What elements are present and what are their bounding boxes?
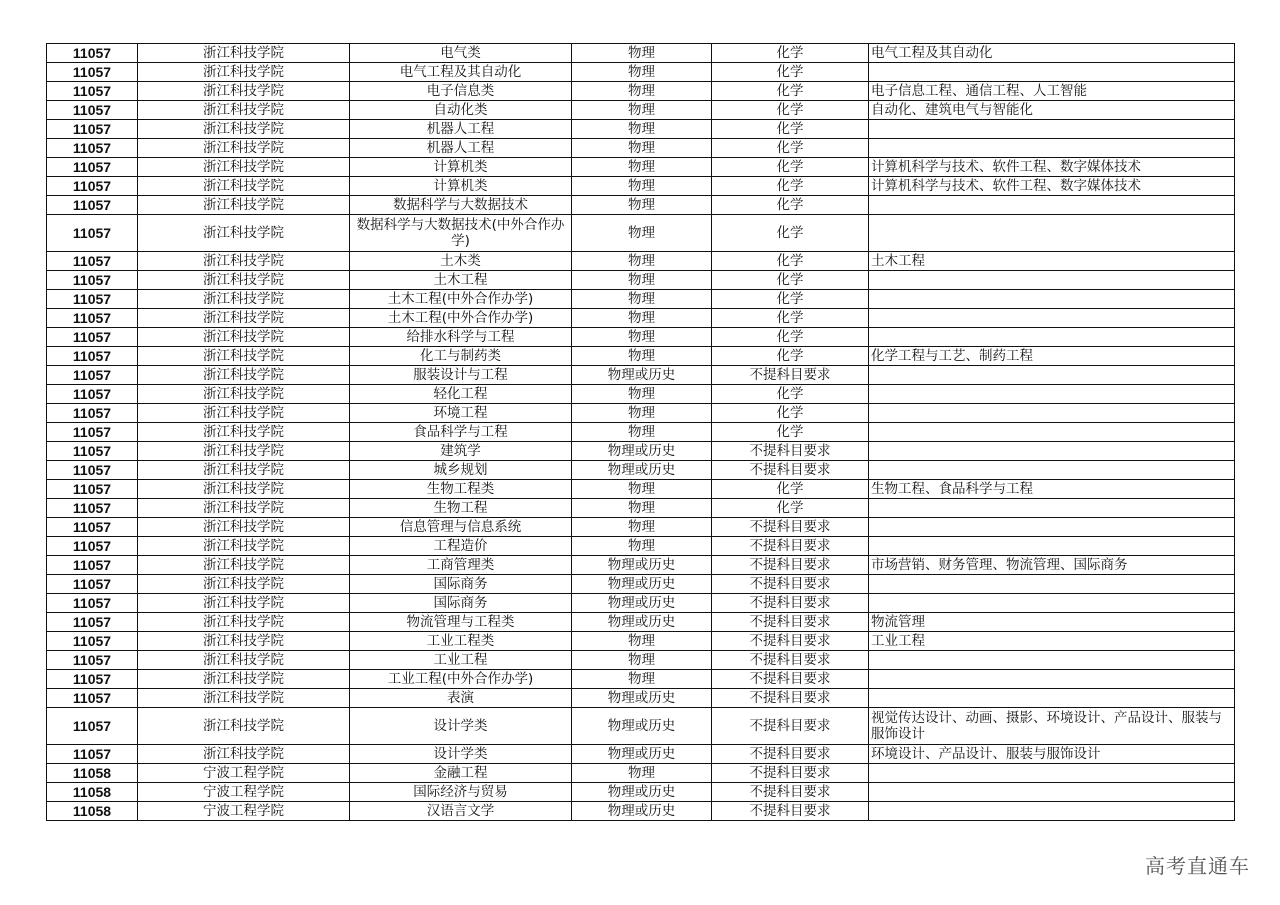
school-code-cell: 11057 bbox=[47, 518, 138, 537]
table-row bbox=[47, 290, 1235, 309]
school-name-cell: 浙江科技学院 bbox=[138, 594, 350, 613]
school-name-cell: 浙江科技学院 bbox=[138, 252, 350, 271]
school-name-cell: 浙江科技学院 bbox=[138, 120, 350, 139]
table-row bbox=[47, 63, 1235, 82]
table-row bbox=[47, 575, 1235, 594]
second-subject-cell: 不提科目要求 bbox=[712, 442, 869, 461]
school-name-cell: 浙江科技学院 bbox=[138, 139, 350, 158]
major-cell: 化工与制药类 bbox=[350, 347, 572, 366]
admission-table bbox=[46, 43, 1235, 821]
first-subject-cell: 物理或历史 bbox=[572, 556, 712, 575]
second-subject-cell: 化学 bbox=[712, 158, 869, 177]
school-name-cell: 浙江科技学院 bbox=[138, 423, 350, 442]
second-subject-cell: 不提科目要求 bbox=[712, 461, 869, 480]
table-body bbox=[47, 44, 1235, 821]
school-name-cell: 浙江科技学院 bbox=[138, 385, 350, 404]
major-cell: 工业工程(中外合作办学) bbox=[350, 670, 572, 689]
second-subject-cell: 化学 bbox=[712, 290, 869, 309]
first-subject-cell: 物理 bbox=[572, 423, 712, 442]
major-cell: 建筑学 bbox=[350, 442, 572, 461]
school-name-cell: 浙江科技学院 bbox=[138, 44, 350, 63]
school-name-cell: 宁波工程学院 bbox=[138, 783, 350, 802]
table-row bbox=[47, 101, 1235, 120]
major-cell: 表演 bbox=[350, 689, 572, 708]
table-row bbox=[47, 404, 1235, 423]
table-row bbox=[47, 139, 1235, 158]
major-cell: 电气类 bbox=[350, 44, 572, 63]
included-majors-cell: 环境设计、产品设计、服装与服饰设计 bbox=[869, 745, 1235, 764]
table-row bbox=[47, 594, 1235, 613]
first-subject-cell: 物理 bbox=[572, 215, 712, 252]
included-majors-cell bbox=[869, 764, 1235, 783]
included-majors-cell bbox=[869, 366, 1235, 385]
school-code-cell: 11057 bbox=[47, 82, 138, 101]
school-code-cell: 11058 bbox=[47, 783, 138, 802]
table-row bbox=[47, 518, 1235, 537]
first-subject-cell: 物理 bbox=[572, 252, 712, 271]
second-subject-cell: 不提科目要求 bbox=[712, 632, 869, 651]
table-row bbox=[47, 423, 1235, 442]
included-majors-cell bbox=[869, 461, 1235, 480]
table-row bbox=[47, 252, 1235, 271]
major-cell: 土木类 bbox=[350, 252, 572, 271]
school-code-cell: 11057 bbox=[47, 461, 138, 480]
school-name-cell: 宁波工程学院 bbox=[138, 764, 350, 783]
first-subject-cell: 物理 bbox=[572, 44, 712, 63]
table-row bbox=[47, 689, 1235, 708]
school-code-cell: 11058 bbox=[47, 764, 138, 783]
major-cell: 国际商务 bbox=[350, 575, 572, 594]
major-cell: 计算机类 bbox=[350, 158, 572, 177]
major-cell: 工业工程类 bbox=[350, 632, 572, 651]
first-subject-cell: 物理或历史 bbox=[572, 745, 712, 764]
table-row bbox=[47, 442, 1235, 461]
table-row bbox=[47, 764, 1235, 783]
table-row bbox=[47, 44, 1235, 63]
second-subject-cell: 不提科目要求 bbox=[712, 802, 869, 821]
school-name-cell: 浙江科技学院 bbox=[138, 689, 350, 708]
school-name-cell: 浙江科技学院 bbox=[138, 196, 350, 215]
second-subject-cell: 不提科目要求 bbox=[712, 518, 869, 537]
second-subject-cell: 化学 bbox=[712, 82, 869, 101]
first-subject-cell: 物理或历史 bbox=[572, 689, 712, 708]
major-cell: 汉语言文学 bbox=[350, 802, 572, 821]
included-majors-cell bbox=[869, 196, 1235, 215]
second-subject-cell: 不提科目要求 bbox=[712, 537, 869, 556]
second-subject-cell: 不提科目要求 bbox=[712, 745, 869, 764]
school-name-cell: 浙江科技学院 bbox=[138, 442, 350, 461]
first-subject-cell: 物理或历史 bbox=[572, 442, 712, 461]
first-subject-cell: 物理 bbox=[572, 101, 712, 120]
second-subject-cell: 不提科目要求 bbox=[712, 764, 869, 783]
included-majors-cell bbox=[869, 537, 1235, 556]
school-name-cell: 宁波工程学院 bbox=[138, 802, 350, 821]
second-subject-cell: 化学 bbox=[712, 63, 869, 82]
school-code-cell: 11057 bbox=[47, 745, 138, 764]
table-row bbox=[47, 499, 1235, 518]
school-name-cell: 浙江科技学院 bbox=[138, 366, 350, 385]
school-code-cell: 11057 bbox=[47, 594, 138, 613]
major-cell: 设计学类 bbox=[350, 708, 572, 745]
included-majors-cell bbox=[869, 328, 1235, 347]
school-code-cell: 11057 bbox=[47, 480, 138, 499]
included-majors-cell bbox=[869, 783, 1235, 802]
second-subject-cell: 化学 bbox=[712, 347, 869, 366]
first-subject-cell: 物理 bbox=[572, 480, 712, 499]
major-cell: 轻化工程 bbox=[350, 385, 572, 404]
second-subject-cell: 不提科目要求 bbox=[712, 613, 869, 632]
school-code-cell: 11057 bbox=[47, 120, 138, 139]
school-name-cell: 浙江科技学院 bbox=[138, 158, 350, 177]
first-subject-cell: 物理 bbox=[572, 196, 712, 215]
school-name-cell: 浙江科技学院 bbox=[138, 309, 350, 328]
first-subject-cell: 物理 bbox=[572, 328, 712, 347]
first-subject-cell: 物理或历史 bbox=[572, 594, 712, 613]
included-majors-cell: 土木工程 bbox=[869, 252, 1235, 271]
first-subject-cell: 物理 bbox=[572, 309, 712, 328]
school-code-cell: 11057 bbox=[47, 158, 138, 177]
first-subject-cell: 物理或历史 bbox=[572, 461, 712, 480]
school-name-cell: 浙江科技学院 bbox=[138, 480, 350, 499]
second-subject-cell: 化学 bbox=[712, 101, 869, 120]
first-subject-cell: 物理 bbox=[572, 404, 712, 423]
first-subject-cell: 物理 bbox=[572, 385, 712, 404]
school-name-cell: 浙江科技学院 bbox=[138, 537, 350, 556]
school-name-cell: 浙江科技学院 bbox=[138, 613, 350, 632]
second-subject-cell: 化学 bbox=[712, 480, 869, 499]
included-majors-cell: 计算机科学与技术、软件工程、数字媒体技术 bbox=[869, 177, 1235, 196]
school-code-cell: 11057 bbox=[47, 442, 138, 461]
table-row bbox=[47, 708, 1235, 745]
first-subject-cell: 物理 bbox=[572, 499, 712, 518]
school-name-cell: 浙江科技学院 bbox=[138, 82, 350, 101]
second-subject-cell: 化学 bbox=[712, 252, 869, 271]
second-subject-cell: 不提科目要求 bbox=[712, 670, 869, 689]
school-name-cell: 浙江科技学院 bbox=[138, 499, 350, 518]
second-subject-cell: 化学 bbox=[712, 215, 869, 252]
major-cell: 信息管理与信息系统 bbox=[350, 518, 572, 537]
second-subject-cell: 化学 bbox=[712, 309, 869, 328]
included-majors-cell: 电子信息工程、通信工程、人工智能 bbox=[869, 82, 1235, 101]
school-code-cell: 11057 bbox=[47, 215, 138, 252]
included-majors-cell bbox=[869, 423, 1235, 442]
first-subject-cell: 物理或历史 bbox=[572, 575, 712, 594]
school-code-cell: 11057 bbox=[47, 404, 138, 423]
second-subject-cell: 化学 bbox=[712, 44, 869, 63]
school-name-cell: 浙江科技学院 bbox=[138, 461, 350, 480]
included-majors-cell bbox=[869, 309, 1235, 328]
table-row bbox=[47, 347, 1235, 366]
second-subject-cell: 化学 bbox=[712, 271, 869, 290]
table-row bbox=[47, 613, 1235, 632]
major-cell: 生物工程类 bbox=[350, 480, 572, 499]
school-code-cell: 11057 bbox=[47, 177, 138, 196]
included-majors-cell bbox=[869, 404, 1235, 423]
major-cell: 城乡规划 bbox=[350, 461, 572, 480]
table-row bbox=[47, 783, 1235, 802]
second-subject-cell: 不提科目要求 bbox=[712, 708, 869, 745]
school-name-cell: 浙江科技学院 bbox=[138, 575, 350, 594]
first-subject-cell: 物理 bbox=[572, 764, 712, 783]
first-subject-cell: 物理 bbox=[572, 537, 712, 556]
included-majors-cell bbox=[869, 689, 1235, 708]
school-code-cell: 11057 bbox=[47, 252, 138, 271]
included-majors-cell: 自动化、建筑电气与智能化 bbox=[869, 101, 1235, 120]
included-majors-cell bbox=[869, 139, 1235, 158]
major-cell: 给排水科学与工程 bbox=[350, 328, 572, 347]
table-row bbox=[47, 385, 1235, 404]
included-majors-cell: 生物工程、食品科学与工程 bbox=[869, 480, 1235, 499]
table-row bbox=[47, 556, 1235, 575]
included-majors-cell: 化学工程与工艺、制药工程 bbox=[869, 347, 1235, 366]
second-subject-cell: 不提科目要求 bbox=[712, 556, 869, 575]
table-row bbox=[47, 461, 1235, 480]
school-name-cell: 浙江科技学院 bbox=[138, 290, 350, 309]
included-majors-cell bbox=[869, 442, 1235, 461]
school-name-cell: 浙江科技学院 bbox=[138, 404, 350, 423]
school-name-cell: 浙江科技学院 bbox=[138, 651, 350, 670]
major-cell: 电子信息类 bbox=[350, 82, 572, 101]
major-cell: 金融工程 bbox=[350, 764, 572, 783]
included-majors-cell: 视觉传达设计、动画、摄影、环境设计、产品设计、服装与服饰设计 bbox=[869, 708, 1235, 745]
school-code-cell: 11057 bbox=[47, 366, 138, 385]
school-name-cell: 浙江科技学院 bbox=[138, 328, 350, 347]
first-subject-cell: 物理 bbox=[572, 82, 712, 101]
major-cell: 机器人工程 bbox=[350, 120, 572, 139]
table-row bbox=[47, 670, 1235, 689]
first-subject-cell: 物理 bbox=[572, 670, 712, 689]
major-cell: 工商管理类 bbox=[350, 556, 572, 575]
included-majors-cell bbox=[869, 290, 1235, 309]
table-row bbox=[47, 120, 1235, 139]
included-majors-cell bbox=[869, 575, 1235, 594]
major-cell: 土木工程(中外合作办学) bbox=[350, 309, 572, 328]
school-code-cell: 11058 bbox=[47, 802, 138, 821]
major-cell: 电气工程及其自动化 bbox=[350, 63, 572, 82]
table-row bbox=[47, 82, 1235, 101]
school-code-cell: 11057 bbox=[47, 101, 138, 120]
major-cell: 自动化类 bbox=[350, 101, 572, 120]
second-subject-cell: 化学 bbox=[712, 120, 869, 139]
second-subject-cell: 不提科目要求 bbox=[712, 783, 869, 802]
included-majors-cell bbox=[869, 594, 1235, 613]
included-majors-cell bbox=[869, 63, 1235, 82]
school-name-cell: 浙江科技学院 bbox=[138, 215, 350, 252]
school-code-cell: 11057 bbox=[47, 632, 138, 651]
major-cell: 服装设计与工程 bbox=[350, 366, 572, 385]
school-code-cell: 11057 bbox=[47, 63, 138, 82]
included-majors-cell: 工业工程 bbox=[869, 632, 1235, 651]
first-subject-cell: 物理 bbox=[572, 158, 712, 177]
table-row bbox=[47, 328, 1235, 347]
school-code-cell: 11057 bbox=[47, 499, 138, 518]
table-row bbox=[47, 745, 1235, 764]
school-code-cell: 11057 bbox=[47, 670, 138, 689]
school-code-cell: 11057 bbox=[47, 537, 138, 556]
first-subject-cell: 物理 bbox=[572, 347, 712, 366]
major-cell: 工业工程 bbox=[350, 651, 572, 670]
table-row bbox=[47, 632, 1235, 651]
second-subject-cell: 化学 bbox=[712, 177, 869, 196]
table-row bbox=[47, 802, 1235, 821]
school-code-cell: 11057 bbox=[47, 290, 138, 309]
school-code-cell: 11057 bbox=[47, 44, 138, 63]
second-subject-cell: 化学 bbox=[712, 328, 869, 347]
major-cell: 物流管理与工程类 bbox=[350, 613, 572, 632]
second-subject-cell: 化学 bbox=[712, 385, 869, 404]
watermark: 高考直通车 bbox=[1145, 854, 1250, 878]
major-cell: 国际经济与贸易 bbox=[350, 783, 572, 802]
second-subject-cell: 化学 bbox=[712, 196, 869, 215]
second-subject-cell: 化学 bbox=[712, 404, 869, 423]
first-subject-cell: 物理 bbox=[572, 139, 712, 158]
first-subject-cell: 物理 bbox=[572, 632, 712, 651]
included-majors-cell: 电气工程及其自动化 bbox=[869, 44, 1235, 63]
included-majors-cell: 计算机科学与技术、软件工程、数字媒体技术 bbox=[869, 158, 1235, 177]
table-row bbox=[47, 366, 1235, 385]
school-name-cell: 浙江科技学院 bbox=[138, 745, 350, 764]
school-name-cell: 浙江科技学院 bbox=[138, 632, 350, 651]
first-subject-cell: 物理 bbox=[572, 120, 712, 139]
school-name-cell: 浙江科技学院 bbox=[138, 556, 350, 575]
major-cell: 数据科学与大数据技术 bbox=[350, 196, 572, 215]
second-subject-cell: 化学 bbox=[712, 139, 869, 158]
major-cell: 机器人工程 bbox=[350, 139, 572, 158]
table-row bbox=[47, 196, 1235, 215]
school-code-cell: 11057 bbox=[47, 347, 138, 366]
major-cell: 土木工程(中外合作办学) bbox=[350, 290, 572, 309]
school-code-cell: 11057 bbox=[47, 423, 138, 442]
table-row bbox=[47, 480, 1235, 499]
first-subject-cell: 物理 bbox=[572, 177, 712, 196]
first-subject-cell: 物理 bbox=[572, 271, 712, 290]
school-code-cell: 11057 bbox=[47, 385, 138, 404]
school-name-cell: 浙江科技学院 bbox=[138, 347, 350, 366]
included-majors-cell bbox=[869, 385, 1235, 404]
table-row bbox=[47, 158, 1235, 177]
table-row bbox=[47, 271, 1235, 290]
major-cell: 国际商务 bbox=[350, 594, 572, 613]
second-subject-cell: 不提科目要求 bbox=[712, 651, 869, 670]
school-name-cell: 浙江科技学院 bbox=[138, 101, 350, 120]
major-cell: 设计学类 bbox=[350, 745, 572, 764]
major-cell: 数据科学与大数据技术(中外合作办学) bbox=[350, 215, 572, 252]
table-row bbox=[47, 651, 1235, 670]
school-name-cell: 浙江科技学院 bbox=[138, 708, 350, 745]
major-cell: 食品科学与工程 bbox=[350, 423, 572, 442]
table-row bbox=[47, 215, 1235, 252]
school-code-cell: 11057 bbox=[47, 575, 138, 594]
second-subject-cell: 不提科目要求 bbox=[712, 575, 869, 594]
second-subject-cell: 不提科目要求 bbox=[712, 689, 869, 708]
first-subject-cell: 物理或历史 bbox=[572, 802, 712, 821]
school-code-cell: 11057 bbox=[47, 328, 138, 347]
school-name-cell: 浙江科技学院 bbox=[138, 177, 350, 196]
included-majors-cell bbox=[869, 271, 1235, 290]
major-cell: 工程造价 bbox=[350, 537, 572, 556]
table-row bbox=[47, 537, 1235, 556]
second-subject-cell: 不提科目要求 bbox=[712, 366, 869, 385]
school-code-cell: 11057 bbox=[47, 139, 138, 158]
first-subject-cell: 物理 bbox=[572, 63, 712, 82]
major-cell: 环境工程 bbox=[350, 404, 572, 423]
second-subject-cell: 化学 bbox=[712, 423, 869, 442]
included-majors-cell bbox=[869, 802, 1235, 821]
school-name-cell: 浙江科技学院 bbox=[138, 63, 350, 82]
included-majors-cell bbox=[869, 215, 1235, 252]
included-majors-cell: 市场营销、财务管理、物流管理、国际商务 bbox=[869, 556, 1235, 575]
included-majors-cell bbox=[869, 518, 1235, 537]
first-subject-cell: 物理或历史 bbox=[572, 366, 712, 385]
included-majors-cell bbox=[869, 120, 1235, 139]
major-cell: 计算机类 bbox=[350, 177, 572, 196]
school-code-cell: 11057 bbox=[47, 196, 138, 215]
school-code-cell: 11057 bbox=[47, 651, 138, 670]
first-subject-cell: 物理 bbox=[572, 290, 712, 309]
second-subject-cell: 不提科目要求 bbox=[712, 594, 869, 613]
first-subject-cell: 物理 bbox=[572, 518, 712, 537]
second-subject-cell: 化学 bbox=[712, 499, 869, 518]
school-code-cell: 11057 bbox=[47, 556, 138, 575]
school-name-cell: 浙江科技学院 bbox=[138, 518, 350, 537]
school-name-cell: 浙江科技学院 bbox=[138, 271, 350, 290]
included-majors-cell bbox=[869, 499, 1235, 518]
school-code-cell: 11057 bbox=[47, 708, 138, 745]
school-code-cell: 11057 bbox=[47, 613, 138, 632]
table-row bbox=[47, 309, 1235, 328]
school-code-cell: 11057 bbox=[47, 309, 138, 328]
first-subject-cell: 物理 bbox=[572, 651, 712, 670]
major-cell: 生物工程 bbox=[350, 499, 572, 518]
school-name-cell: 浙江科技学院 bbox=[138, 670, 350, 689]
first-subject-cell: 物理或历史 bbox=[572, 783, 712, 802]
school-code-cell: 11057 bbox=[47, 271, 138, 290]
included-majors-cell: 物流管理 bbox=[869, 613, 1235, 632]
included-majors-cell bbox=[869, 651, 1235, 670]
first-subject-cell: 物理或历史 bbox=[572, 708, 712, 745]
included-majors-cell bbox=[869, 670, 1235, 689]
first-subject-cell: 物理或历史 bbox=[572, 613, 712, 632]
major-cell: 土木工程 bbox=[350, 271, 572, 290]
school-code-cell: 11057 bbox=[47, 689, 138, 708]
table-row bbox=[47, 177, 1235, 196]
